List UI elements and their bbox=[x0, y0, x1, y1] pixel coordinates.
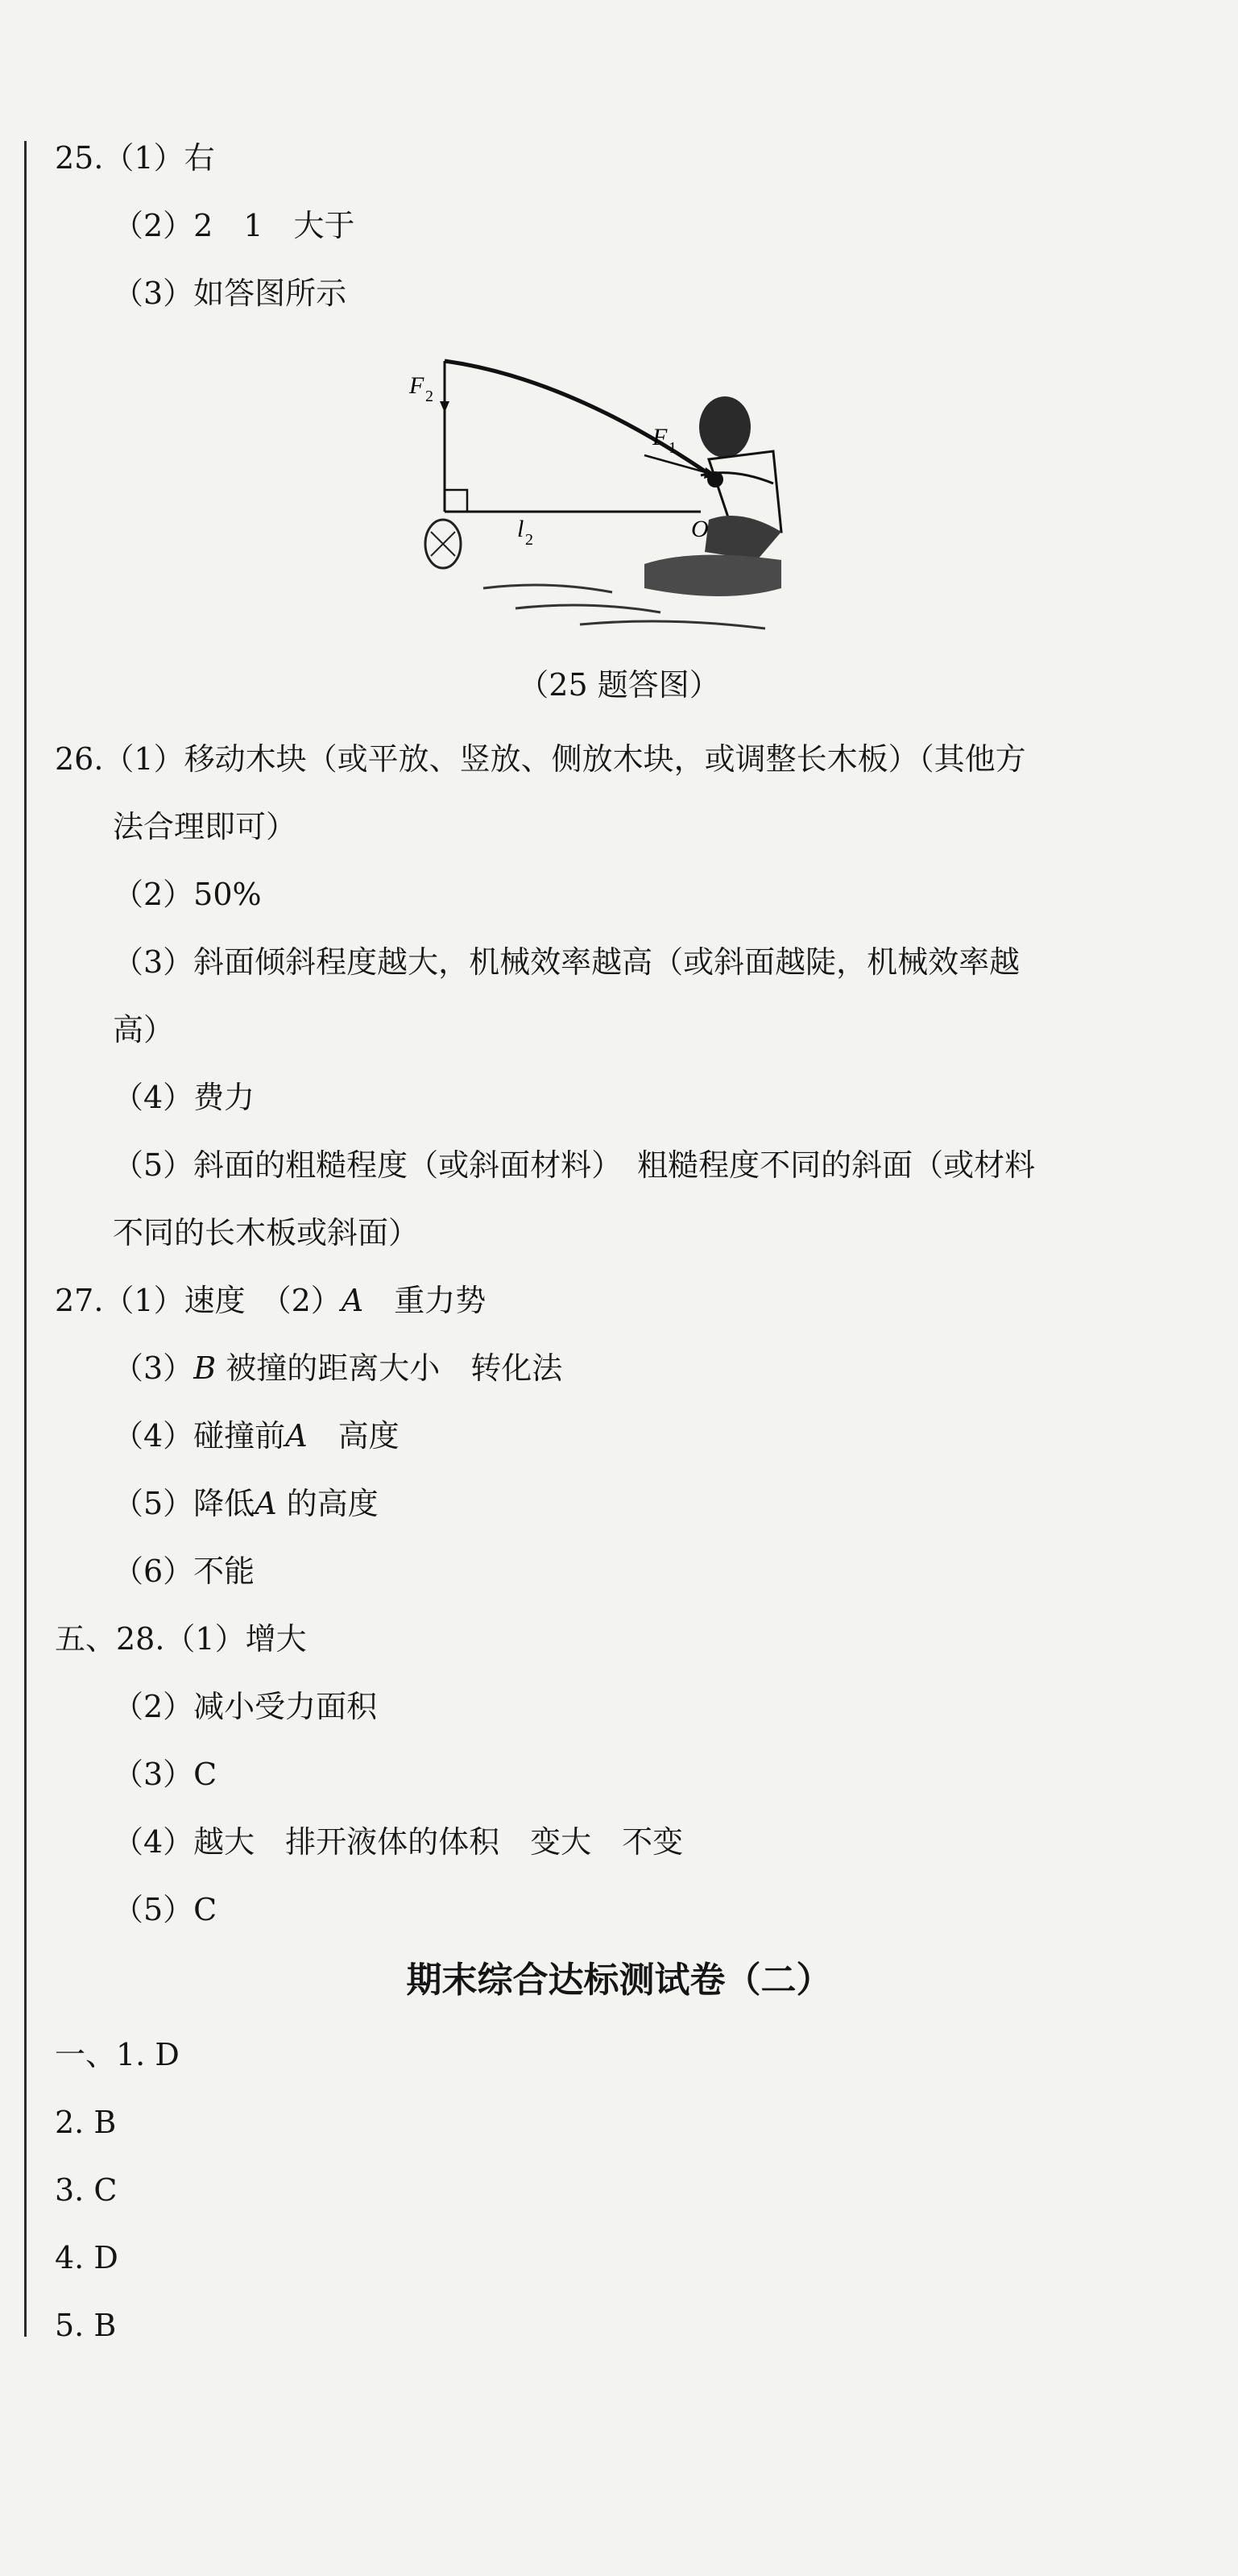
q27-line-6: （6）不能 bbox=[113, 1553, 255, 1589]
q26-line-4: （4）费力 bbox=[113, 1080, 255, 1115]
q28-line-3: （3）C bbox=[113, 1757, 217, 1792]
q26-line-3: （3）斜面倾斜程度越大，机械效率越高（或斜面越陡，机械效率越 bbox=[113, 944, 1021, 980]
fishing-rod-diagram bbox=[403, 346, 805, 645]
q26-line-3b: 高） bbox=[113, 1012, 175, 1047]
answer-5: 5. B bbox=[55, 2308, 117, 2343]
q25-line-2: （2）2 1 大于 bbox=[113, 208, 355, 243]
label-o: O bbox=[691, 516, 709, 542]
section-title: 期末综合达标测试卷（二） bbox=[406, 1960, 832, 2001]
figure-caption: （25 题答图） bbox=[518, 667, 720, 703]
label-f1-sub: 1 bbox=[669, 439, 677, 457]
q27-line-4: （4）碰撞前A 高度 bbox=[113, 1418, 400, 1454]
q27-line-5: （5）降低A 的高度 bbox=[113, 1486, 379, 1521]
q28-line-4: （4）越大 排开液体的体积 变大 不变 bbox=[113, 1824, 684, 1860]
q25-line-1: 25.（1）右 bbox=[55, 140, 215, 176]
q28-line-2: （2）减小受力面积 bbox=[113, 1689, 378, 1724]
label-l2-sub: 2 bbox=[525, 531, 533, 549]
q28-line-1: 五、28.（1）增大 bbox=[55, 1621, 307, 1657]
label-f2-sub: 2 bbox=[425, 388, 433, 405]
label-f2: F bbox=[409, 372, 424, 399]
answer-2: 2. B bbox=[55, 2105, 117, 2140]
answer-4: 4. D bbox=[55, 2240, 118, 2275]
q25-line-3: （3）如答图所示 bbox=[113, 276, 347, 311]
label-l2: l bbox=[517, 516, 524, 542]
margin-line bbox=[24, 141, 27, 2337]
q27-line-1: 27.（1）速度 （2）A 重力势 bbox=[55, 1283, 487, 1318]
label-f1: F bbox=[652, 424, 668, 450]
q26-line-5b: 不同的长木板或斜面） bbox=[113, 1215, 420, 1251]
q26-line-5: （5）斜面的粗糙程度（或斜面材料） 粗糙程度不同的斜面（或材料 bbox=[113, 1147, 1036, 1183]
q26-line-1: 26.（1）移动木块（或平放、竖放、侧放木块，或调整长木板）（其他方 bbox=[55, 741, 1026, 777]
q26-line-1b: 法合理即可） bbox=[113, 809, 297, 844]
q26-line-2: （2）50% bbox=[113, 877, 262, 912]
answer-1: 一、1. D bbox=[55, 2037, 180, 2072]
q27-line-3: （3）B 被撞的距离大小 转化法 bbox=[113, 1350, 563, 1386]
answer-3: 3. C bbox=[55, 2172, 118, 2208]
q28-line-5: （5）C bbox=[113, 1892, 217, 1927]
